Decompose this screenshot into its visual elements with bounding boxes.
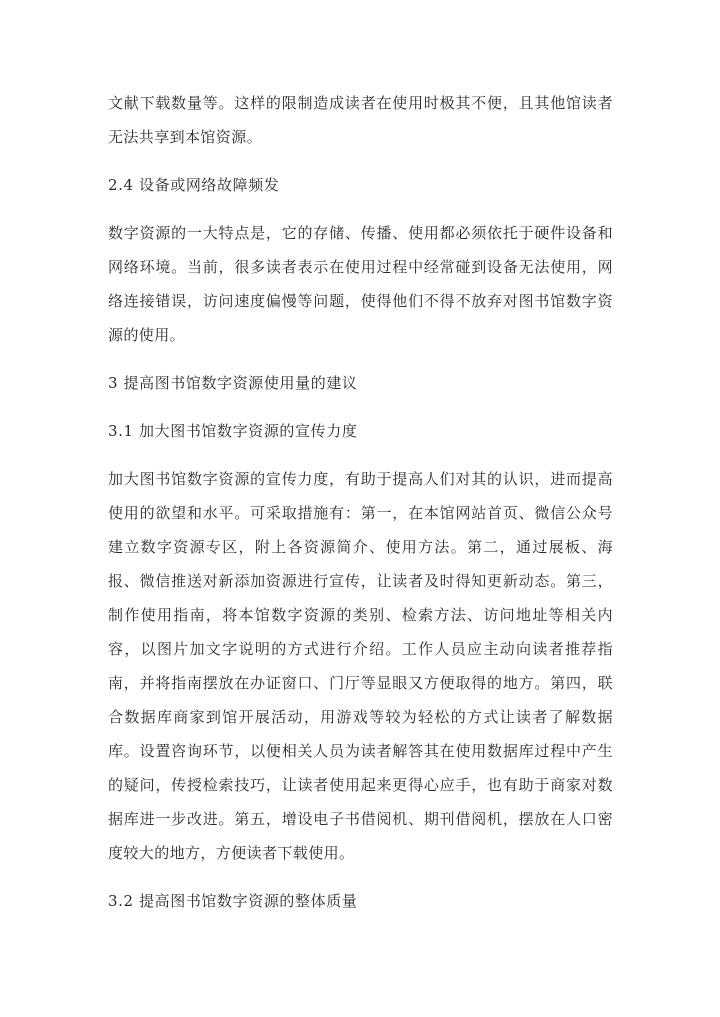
paragraph-access-restrictions: 文献下载数量等。这样的限制造成读者在使用时极其不便，且其他馆读者无法共享到本馆资源。 <box>108 94 613 146</box>
paragraph-equipment-network: 数字资源的一大特点是，它的存储、传播、使用都必须依托于硬件设备和网络环境。当前，很多读者表示在使用过程中经常碰到设备无法使用，网络连接错误，访问速度偏慢等问题，使得他们不得不放弃对图书馆数字资源的使用。 <box>108 224 613 344</box>
section-heading-2-4: 2.4 设备或网络故障频发 <box>108 176 280 194</box>
document-body <box>108 86 613 918</box>
section-heading-3-1: 3.1 加大图书馆数字资源的宣传力度 <box>108 422 358 440</box>
section-heading-3: 3 提高图书馆数字资源使用量的建议 <box>108 374 358 392</box>
section-heading-3-2: 3.2 提高图书馆数字资源的整体质量 <box>108 892 358 910</box>
paragraph-promotion-measures: 加大图书馆数字资源的宣传力度，有助于提高人们对其的认识，进而提高使用的欲望和水平。可采取措施有：第一，在本馆网站首页、微信公众号建立数字资源专区，附上各资源简介、使用方法。第二，通过展板、海报、微信推送对新添加资源进行宣传，让读者及时得知更新动态。第三，制作使用指南，将本馆数字资源的类别、检索方法、访问地址等相关内容，以图片加文字说明的方式进行介绍。工作人员应主动向读者推荐指南，并将指南摆放在办证窗口、门厅等显眼又方便取得的地方。第四，联合数据库商家到馆开展活动，用游戏等较为轻松的方式让读者了解数据库。设置咨询环节，以便相关人员为读者解答其在使用数据库过程中产生的疑问，传授检索技巧，让读者使用起来更得心应手，也有助于商家对数据库进一步改进。第五，增设电子书借阅机、期刊借阅机，摆放在人口密度较大的地方，方便读者下载使用。 <box>108 470 613 862</box>
